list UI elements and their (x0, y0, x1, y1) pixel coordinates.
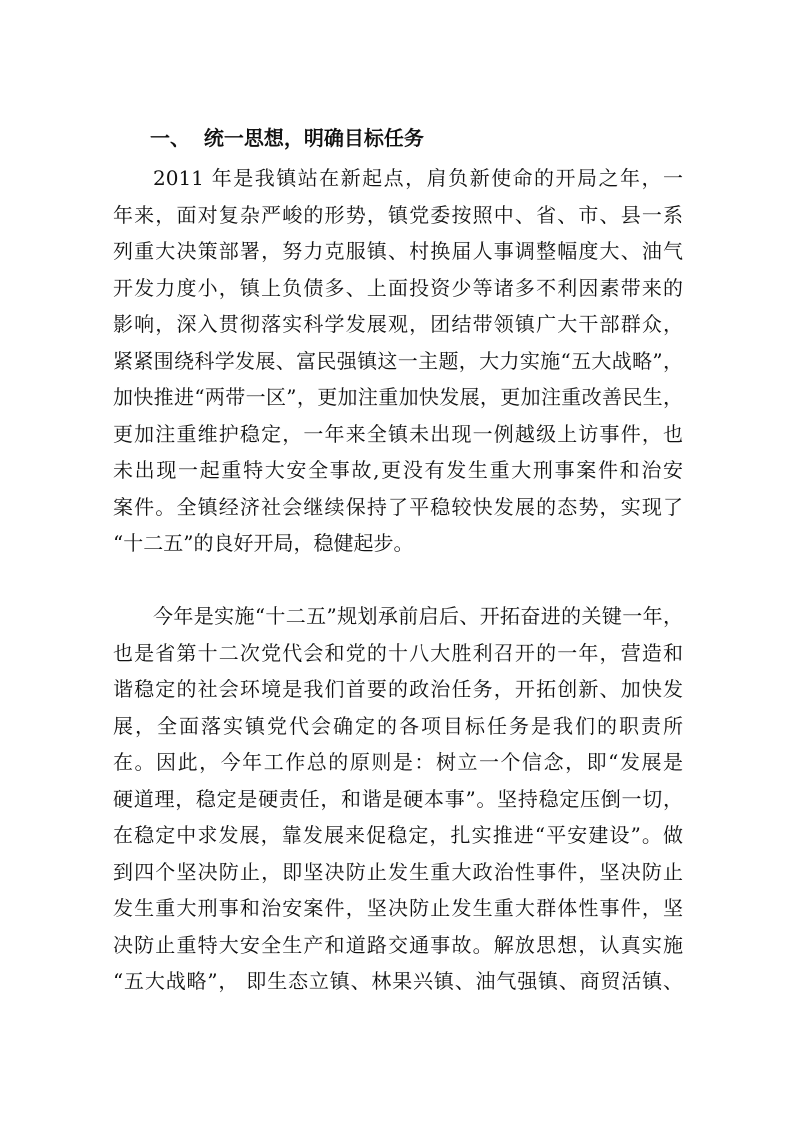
text-line: 列重大决策部署，努力克服镇、村换届人事调整幅度大、油气 (113, 239, 683, 263)
text-line: “五大战略”， 即生态立镇、林果兴镇、油气强镇、商贸活镇、 (113, 969, 683, 993)
text-line: 2011 年是我镇站在新起点，肩负新使命的开局之年，一 (153, 166, 683, 190)
text-line: 更加注重维护稳定，一年来全镇未出现一例越级上访事件，也 (113, 421, 683, 446)
paragraph-2 (113, 598, 683, 1000)
text-line: 年来，面对复杂严峻的形势，镇党委按照中、省、市、县一系 (113, 202, 683, 227)
text-line: 发生重大刑事和治安案件，坚决防止发生重大群体性事件，坚 (113, 896, 683, 920)
text-line: 在稳定中求发展，靠发展来促稳定，扎实推进“平安建设”。做 (113, 823, 683, 847)
text-line: 也是省第十二次党代会和党的十八大胜利召开的一年，营造和 (113, 640, 683, 665)
paragraph-1 (113, 160, 683, 562)
text-line: 展，全面落实镇党代会确定的各项目标任务是我们的职责所 (113, 713, 683, 738)
text-line: 加快推进“两带一区”，更加注重加快发展，更加注重改善民生， (113, 385, 683, 409)
text-line: “十二五”的良好开局，稳健起步。 (113, 531, 414, 555)
text-line: 硬道理，稳定是硬责任，和谐是硬本事”。坚持稳定压倒一切， (113, 786, 683, 811)
text-line: 案件。全镇经济社会继续保持了平稳较快发展的态势，实现了 (113, 494, 683, 519)
text-line: 紧紧围绕科学发展、富民强镇这一主题，大力实施“五大战略”， (113, 348, 683, 373)
text-line: 谐稳定的社会环境是我们首要的政治任务，开拓创新、加快发 (113, 677, 683, 701)
text-line: 今年是实施“十二五”规划承前启后、开拓奋进的关键一年， (153, 604, 683, 628)
text-line: 决防止重特大安全生产和道路交通事故。解放思想，认真实施 (113, 932, 683, 957)
text-line: 在。因此，今年工作总的原则是：树立一个信念，即“发展是 (113, 750, 683, 774)
section-heading: 一、 统一思想，明确目标任务 (150, 126, 424, 150)
text-line: 到四个坚决防止，即坚决防止发生重大政治性事件，坚决防止 (113, 859, 683, 884)
text-line: 开发力度小，镇上负债多、上面投资少等诸多不利因素带来的 (113, 275, 683, 300)
text-line: 影响，深入贯彻落实科学发展观，团结带领镇广大干部群众， (113, 312, 683, 336)
text-line: 未出现一起重特大安全事故,更没有发生重大刑事案件和治安 (113, 458, 683, 482)
